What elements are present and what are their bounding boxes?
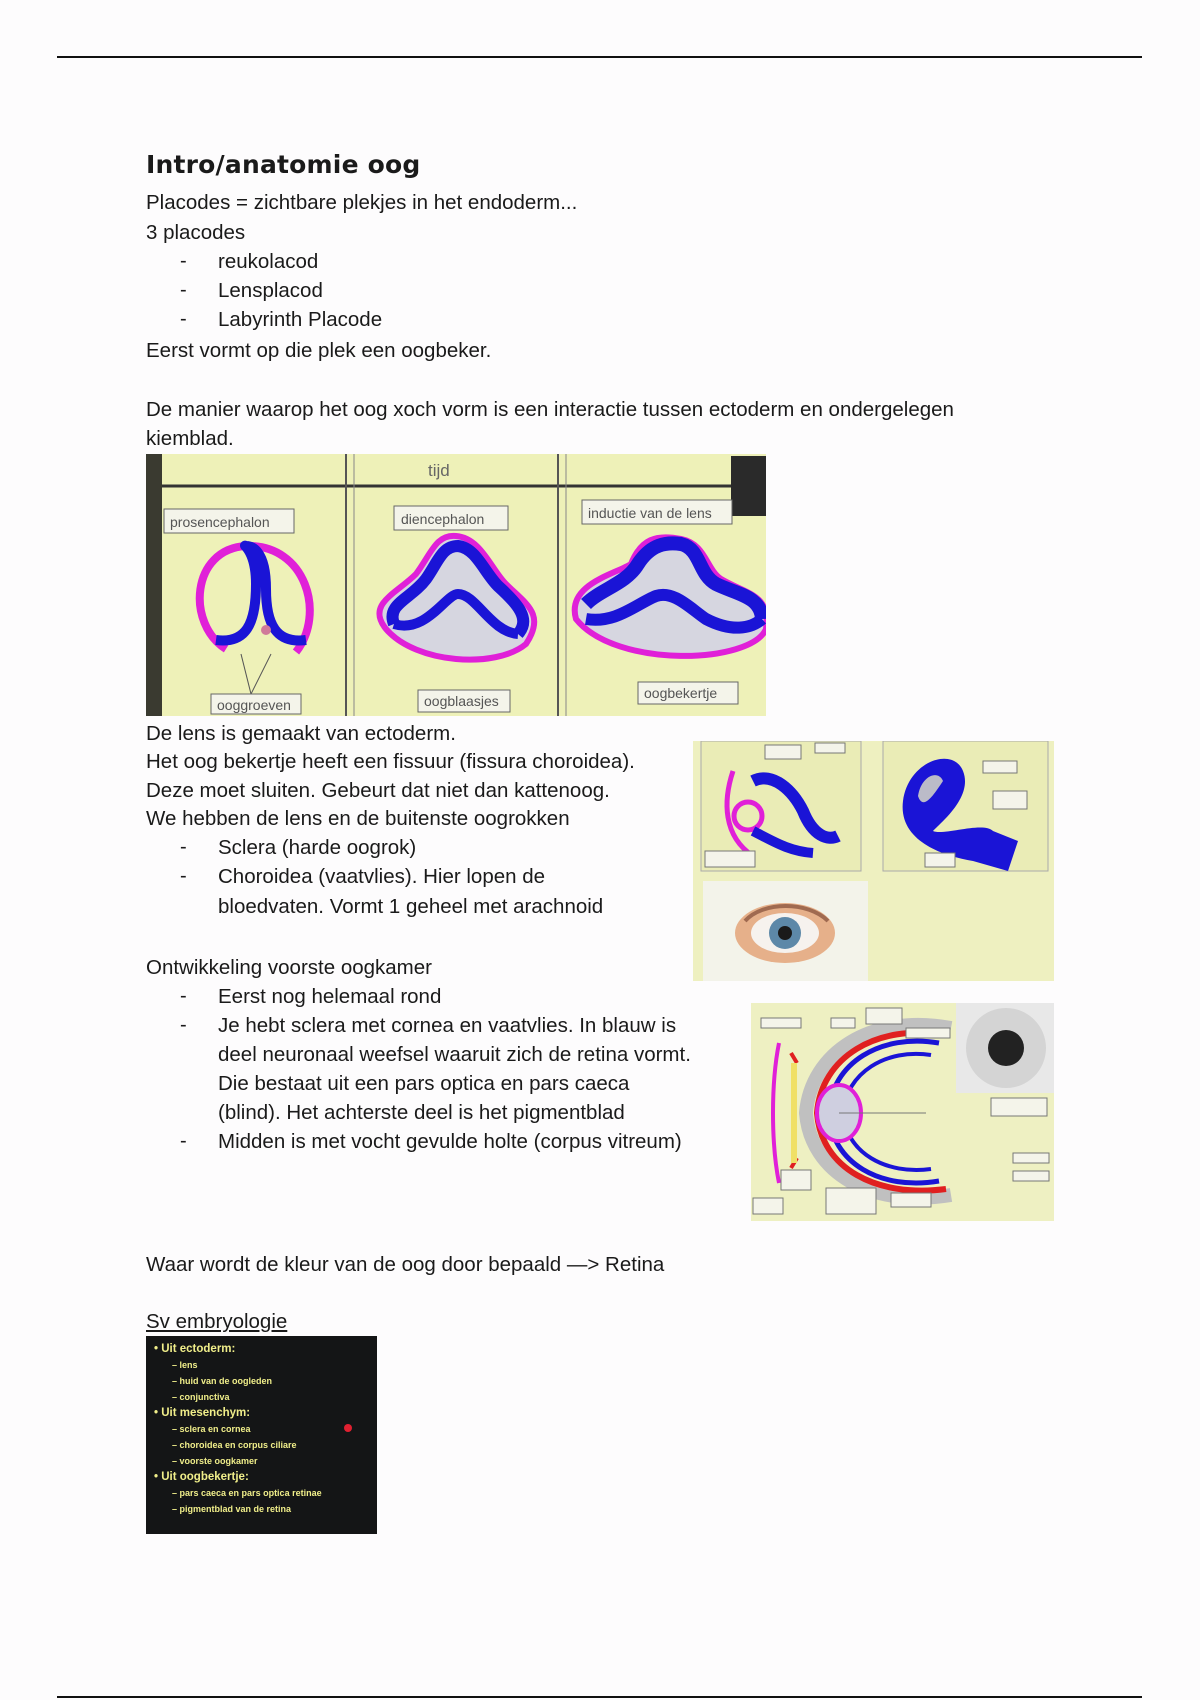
slide-item: – voorste oogkamer <box>172 1456 258 1466</box>
list-item-continuation: Die bestaat uit een pars optica en pars caeca <box>218 1072 630 1095</box>
slide-item: – huid van de oogleden <box>172 1376 273 1386</box>
bullet-dash: - <box>180 279 187 301</box>
bullet-dash: - <box>180 1014 187 1036</box>
list-item: reukolacod <box>218 250 319 273</box>
figure-1-drawing <box>146 454 766 716</box>
text-line: Placodes = zichtbare plekjes in het endoderm... <box>146 191 578 214</box>
figure-fissura-choroidea <box>693 741 1054 981</box>
list-item-continuation: bloedvaten. Vormt 1 geheel met arachnoid <box>218 895 604 918</box>
bullet-dash: - <box>180 985 187 1007</box>
text-line: Waar wordt de kleur van de oog door bepaald —> Retina <box>146 1253 665 1276</box>
fig1-bottom-label: oogblaasjes <box>424 693 499 709</box>
bullet-dash: - <box>180 865 187 887</box>
section-subtitle: Ontwikkeling voorste oogkamer <box>146 956 432 979</box>
list-item: Lensplacod <box>218 279 323 302</box>
list-item: Je hebt sclera met cornea en vaatvlies. In blauw is <box>218 1014 677 1037</box>
fig1-label: prosencephalon <box>170 514 270 530</box>
list-item: Sclera (harde oogrok) <box>218 836 417 859</box>
figure-eye-cross-section <box>751 1003 1054 1221</box>
figure-2-drawing <box>693 741 1054 981</box>
slide-item: – choroidea en corpus ciliare <box>172 1440 297 1450</box>
text-line: Het oog bekertje heeft een fissuur (fissura choroidea). <box>146 750 635 773</box>
fig1-bottom-label: ooggroeven <box>217 697 291 713</box>
bullet-dash: - <box>180 250 187 272</box>
fig1-label: inductie van de lens <box>588 505 712 521</box>
page-title: Intro/anatomie oog <box>146 150 421 179</box>
slide-group-title: • Uit oogbekertje: <box>154 1471 249 1483</box>
bullet-dash: - <box>180 1130 187 1152</box>
text-line: Deze moet sluiten. Gebeurt dat niet dan kattenoog. <box>146 779 610 802</box>
figure-3-drawing <box>751 1003 1054 1221</box>
text-line: 3 placodes <box>146 221 246 244</box>
list-item: Midden is met vocht gevulde holte (corpus vitreum) <box>218 1130 682 1153</box>
list-item-continuation: deel neuronaal weefsel waaruit zich de retina vormt. <box>218 1043 691 1066</box>
slide-group-title: • Uit mesenchym: <box>154 1407 251 1419</box>
pointer-dot <box>344 1424 352 1432</box>
list-item: Eerst nog helemaal rond <box>218 985 442 1008</box>
bullet-dash: - <box>180 308 187 330</box>
slide-group-title: • Uit ectoderm: <box>154 1343 236 1355</box>
fig1-label: diencephalon <box>401 511 485 527</box>
text-line: We hebben de lens en de buitenste oogrokken <box>146 807 570 830</box>
figure-embryology-slide <box>146 1336 377 1534</box>
bullet-dash: - <box>180 836 187 858</box>
slide-item: – lens <box>172 1360 198 1370</box>
slide-item: – conjunctiva <box>172 1392 230 1402</box>
text-line: De lens is gemaakt van ectoderm. <box>146 722 456 745</box>
list-item: Labyrinth Placode <box>218 308 383 331</box>
fig1-bottom-label: oogbekertje <box>644 685 718 701</box>
list-item-continuation: (blind). Het achterste deel is het pigmentblad <box>218 1101 625 1124</box>
slide-item: – sclera en cornea <box>172 1424 251 1434</box>
section-title: Sv embryologie <box>146 1310 288 1333</box>
text-line: De manier waarop het oog xoch vorm is een interactie tussen ectoderm en ondergelegen <box>146 398 954 421</box>
slide-item: – pars caeca en pars optica retinae <box>172 1488 322 1498</box>
fig1-top-label: tijd <box>428 461 450 480</box>
figure-optic-cup-development <box>146 454 766 716</box>
header-rule <box>57 56 1142 58</box>
slide-item: – pigmentblad van de retina <box>172 1504 292 1514</box>
list-item: Choroidea (vaatvlies). Hier lopen de <box>218 865 546 888</box>
footer-rule <box>57 1696 1142 1698</box>
text-line: Eerst vormt op die plek een oogbeker. <box>146 339 492 362</box>
text-line: kiemblad. <box>146 427 234 450</box>
